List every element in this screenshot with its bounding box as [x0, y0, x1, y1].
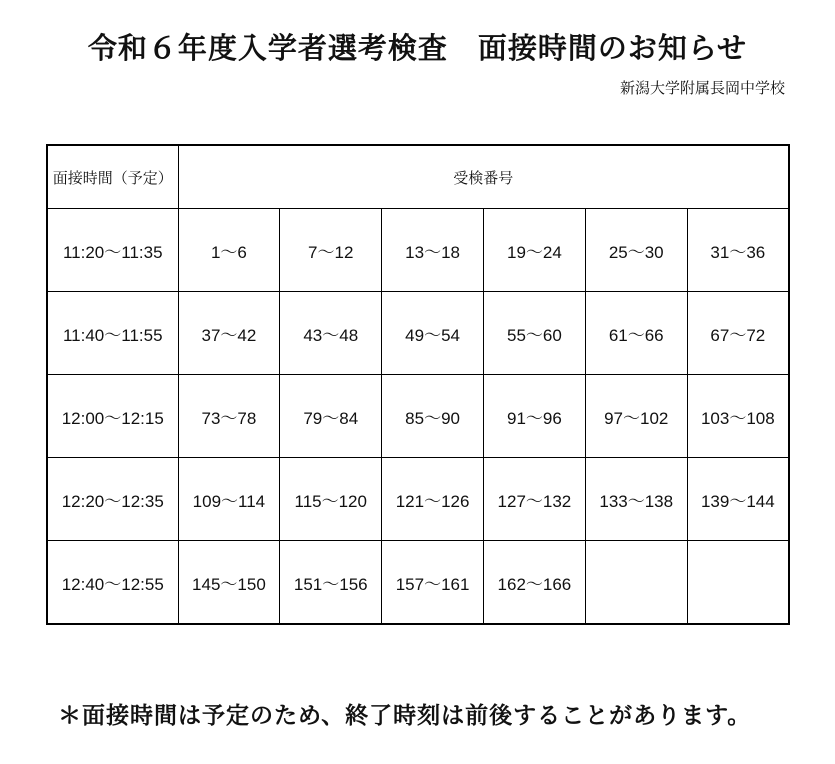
- cell-exam-numbers: 85～90: [382, 375, 484, 458]
- exam-table-body: [47, 145, 789, 624]
- cell-exam-numbers: 162～166: [483, 541, 585, 625]
- cell-exam-numbers: 25～30: [585, 209, 687, 292]
- table-row: [47, 209, 789, 292]
- cell-interview-time: 11:20～11:35: [47, 209, 178, 292]
- cell-exam-numbers: 109～114: [178, 458, 280, 541]
- cell-exam-numbers: 13～18: [382, 209, 484, 292]
- cell-exam-numbers: [585, 541, 687, 625]
- cell-exam-numbers: 121～126: [382, 458, 484, 541]
- cell-exam-numbers: 43～48: [280, 292, 382, 375]
- header-exam-number: 受検番号: [178, 145, 789, 209]
- interview-schedule-table: [46, 144, 790, 625]
- cell-exam-numbers: 37～42: [178, 292, 280, 375]
- cell-exam-numbers: 145～150: [178, 541, 280, 625]
- cell-interview-time: 11:40～11:55: [47, 292, 178, 375]
- cell-interview-time: 12:00～12:15: [47, 375, 178, 458]
- cell-exam-numbers: 157～161: [382, 541, 484, 625]
- table-header-row: [47, 145, 789, 209]
- cell-exam-numbers: 49～54: [382, 292, 484, 375]
- footnote-text: ＊面接時間は予定のため、終了時刻は前後することがあります。: [58, 702, 752, 728]
- cell-exam-numbers: 103～108: [687, 375, 789, 458]
- header-interview-time: 面接時間（予定）: [47, 145, 178, 209]
- table-row: [47, 292, 789, 375]
- page-title: 令和６年度入学者選考検査 面接時間のお知らせ: [87, 33, 748, 65]
- cell-exam-numbers: 79～84: [280, 375, 382, 458]
- cell-exam-numbers: 19～24: [483, 209, 585, 292]
- table-row: [47, 541, 789, 625]
- organization-name: 新潟大学附属長岡中学校: [619, 80, 785, 97]
- cell-exam-numbers: 97～102: [585, 375, 687, 458]
- cell-exam-numbers: 67～72: [687, 292, 789, 375]
- cell-exam-numbers: 73～78: [178, 375, 280, 458]
- table-row: [47, 458, 789, 541]
- cell-exam-numbers: 31～36: [687, 209, 789, 292]
- cell-exam-numbers: 1～6: [178, 209, 280, 292]
- cell-exam-numbers: 55～60: [483, 292, 585, 375]
- cell-interview-time: 12:20～12:35: [47, 458, 178, 541]
- cell-exam-numbers: 127～132: [483, 458, 585, 541]
- table-row: [47, 375, 789, 458]
- cell-exam-numbers: 115～120: [280, 458, 382, 541]
- cell-exam-numbers: [687, 541, 789, 625]
- cell-exam-numbers: 151～156: [280, 541, 382, 625]
- cell-interview-time: 12:40～12:55: [47, 541, 178, 625]
- cell-exam-numbers: 7～12: [280, 209, 382, 292]
- cell-exam-numbers: 139～144: [687, 458, 789, 541]
- cell-exam-numbers: 61～66: [585, 292, 687, 375]
- cell-exam-numbers: 91～96: [483, 375, 585, 458]
- cell-exam-numbers: 133～138: [585, 458, 687, 541]
